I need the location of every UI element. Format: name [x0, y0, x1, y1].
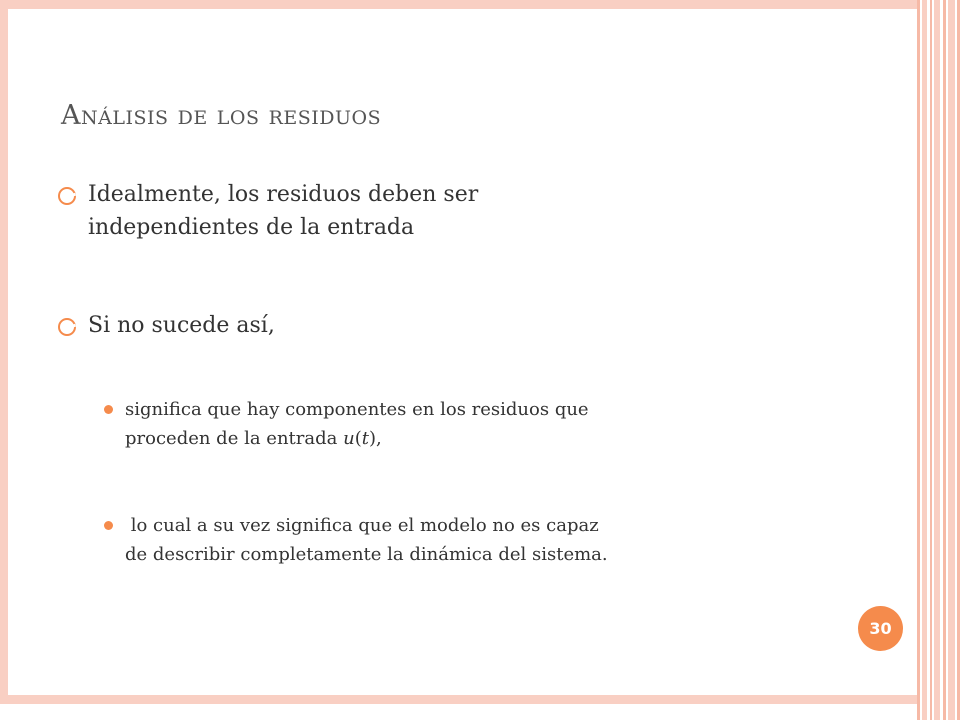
sub-bullet-text-2-line2: de describir completamente la dinámica del sistema.	[125, 544, 608, 565]
stripe	[943, 0, 946, 720]
bullet-text-1-line1: Idealmente, los residuos deben ser	[88, 182, 479, 207]
sub-bullet-text-1-line1: significa que hay componentes en los residuos que	[125, 399, 589, 420]
stripe	[948, 0, 955, 720]
page-number-badge: 30	[858, 606, 903, 651]
sub-bullet-text-1-line2	[125, 424, 589, 453]
bullet-text-1	[88, 178, 478, 244]
sub-bullet-dot-icon	[104, 405, 113, 414]
paren-open: (	[354, 428, 362, 449]
bullet-text-2-line1: Si no sucede así,	[88, 313, 275, 338]
bullet-text-2	[88, 309, 275, 342]
sub-bullet-text-2-line1: lo cual a su vez significa que el modelo no es capaz	[125, 515, 599, 536]
paren-close: ),	[368, 428, 382, 449]
stripe	[922, 0, 927, 720]
stripe	[930, 0, 932, 720]
bullet-ring-icon	[58, 318, 76, 336]
sub-bullet-text-2	[125, 511, 608, 569]
bullet-ring-icon	[58, 187, 76, 205]
stripe	[934, 0, 940, 720]
bullet-text-1-line2: independientes de la entrada	[88, 215, 415, 240]
slide-title: Análisis de los residuos	[61, 100, 382, 131]
stripe	[917, 0, 920, 720]
sub-bullet-dot-icon	[104, 521, 113, 530]
math-t: t	[361, 428, 369, 449]
sub-bullet-text-1	[125, 395, 589, 453]
math-u: u	[343, 428, 355, 449]
decorative-stripes	[917, 0, 960, 720]
sub-bullet-text-1-line2-pre: proceden de la entrada	[125, 428, 344, 449]
